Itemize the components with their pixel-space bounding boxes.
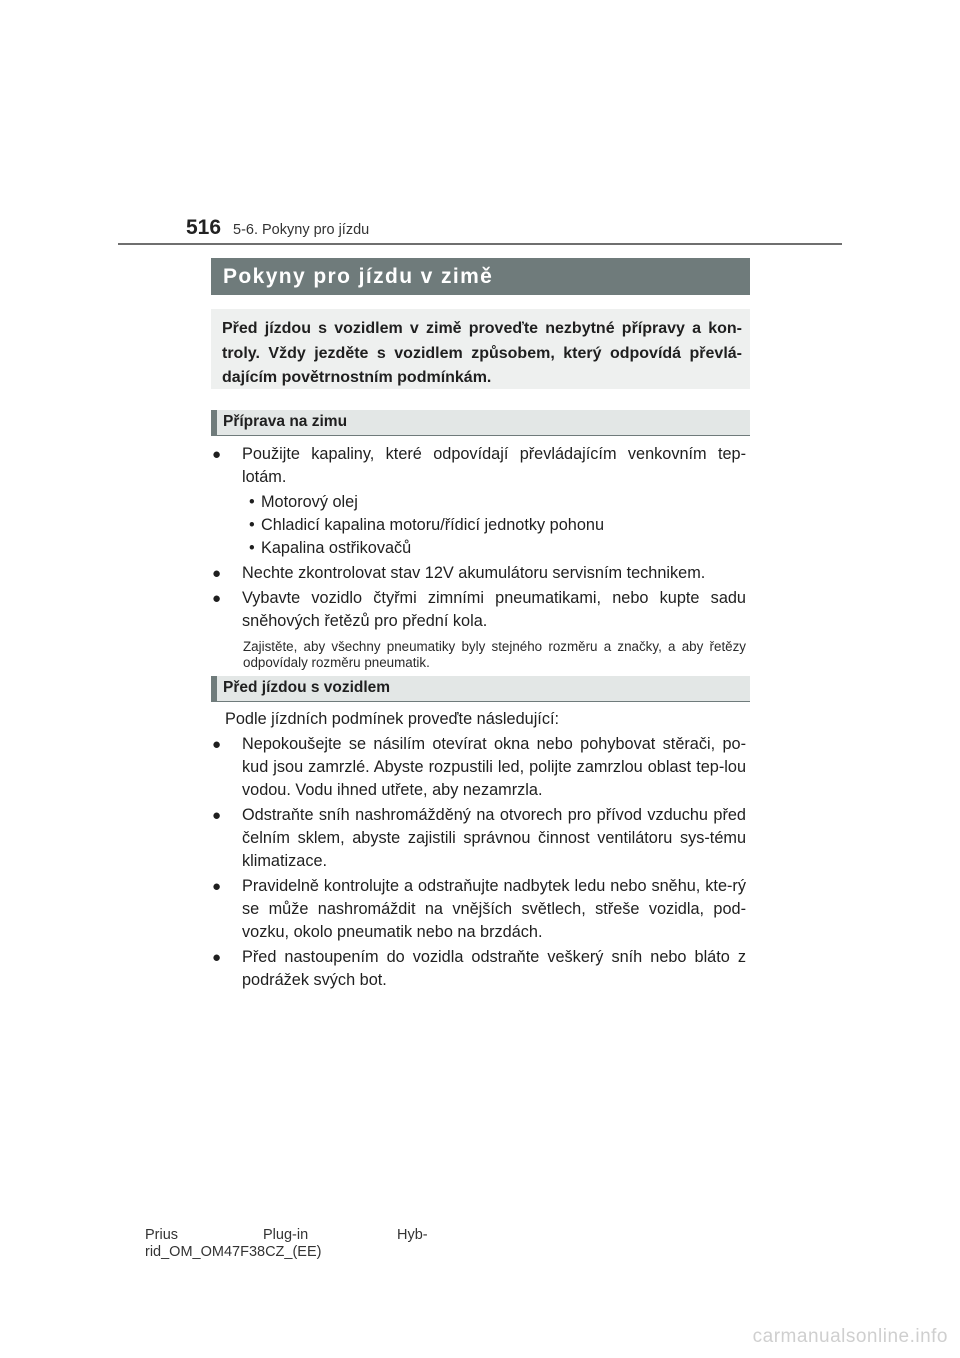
subheading-marker — [211, 676, 217, 701]
list-item — [211, 875, 746, 944]
list-item-text: Nepokoušejte se násilím otevírat okna nebo pohybovat stěrači, po-kud jsou zamrzlé. Abyste rozpustili led, polijte zamrzlou oblast tep-lou vodou. Vodu ihned utřete, aby nezamrzla. — [242, 735, 746, 799]
footer-variant: Plug-in — [263, 1227, 309, 1243]
header-rule — [118, 243, 842, 245]
sub-bullet-icon: • — [249, 539, 255, 557]
subheading-text: Příprava na zimu — [223, 413, 348, 430]
section-before-driving-body — [211, 708, 746, 994]
sub-bullet-icon: • — [249, 516, 255, 534]
list-item — [211, 443, 746, 489]
sub-list-item — [249, 537, 746, 560]
sub-bullet-icon: • — [249, 493, 255, 511]
list-item-text: Použijte kapaliny, které odpovídají převládajícím venkovním tep-lotám. — [242, 445, 746, 486]
bullet-icon: ● — [212, 807, 222, 824]
bullet-icon: ● — [212, 565, 222, 582]
sub-list-item — [249, 491, 746, 514]
section-label: 5-6. Pokyny pro jízdu — [233, 222, 370, 238]
footer-model: Prius — [145, 1227, 179, 1243]
page-number: 516 — [186, 216, 222, 239]
sub-list-item-text: Chladicí kapalina motoru/řídicí jednotky pohonu — [261, 516, 605, 534]
list-item — [211, 733, 746, 802]
list-item-text: Pravidelně kontrolujte a odstraňujte nadbytek ledu nebo sněhu, kte-rý se může nashromáždit na vnějších světlech, střeše vozidla, pod-vozku, okolo pneumatik nebo na brzdách. — [242, 877, 746, 941]
bullet-icon: ● — [212, 878, 222, 895]
footer-line-2: rid_OM_OM47F38CZ_(EE) — [145, 1244, 322, 1260]
sub-list-item-text: Motorový olej — [261, 493, 358, 511]
watermark: carmanualsonline.info — [752, 1326, 948, 1347]
footer-line-1 — [145, 1227, 428, 1244]
list-item-text: Vybavte vozidlo čtyřmi zimními pneumatikami, nebo kupte sadu sněhových řetězů pro přední kola. — [242, 589, 746, 630]
list-item-text: Odstraňte sníh nashromážděný na otvorech pro přívod vzduchu před čelním sklem, abyste zajistili správnou činnost ventilátoru sys-tému klimatizace. — [242, 806, 746, 870]
bullet-icon: ● — [212, 736, 222, 753]
sub-list-item — [249, 514, 746, 537]
subheading-text: Před jízdou s vozidlem — [223, 679, 391, 696]
lead-text: Podle jízdních podmínek proveďte následující: — [225, 710, 560, 728]
sub-list-item-text: Kapalina ostřikovačů — [261, 539, 412, 557]
title-bar — [211, 258, 750, 295]
page-title: Pokyny pro jízdu v zimě — [223, 264, 494, 288]
subheading-before-driving — [211, 676, 750, 702]
note-text: Zajistěte, aby všechny pneumatiky byly stejného rozměru a značky, a aby řetězy odpovídaly rozměru pneumatik. — [243, 639, 746, 670]
bullet-icon: ● — [212, 590, 222, 607]
list-item-text: Před nastoupením do vozidla odstraňte veškerý sníh nebo bláto z podrážek svých bot. — [242, 948, 746, 989]
list-item-text: Nechte zkontrolovat stav 12V akumulátoru servisním technikem. — [242, 564, 706, 582]
subheading-winter-prep — [211, 410, 750, 436]
footer — [145, 1227, 428, 1261]
list-item — [211, 587, 746, 633]
intro-text: Před jízdou s vozidlem v zimě proveďte nezbytné přípravy a kon-troly. Vždy jezděte s vozidlem způsobem, který odpovídá převlá-dajícím povětrnostním podmínkám. — [222, 320, 742, 386]
section-winter-prep-body — [211, 443, 746, 671]
list-item — [211, 562, 746, 585]
subheading-marker — [211, 410, 217, 435]
list-item — [211, 804, 746, 873]
bullet-icon: ● — [212, 446, 222, 463]
bullet-icon: ● — [212, 949, 222, 966]
footer-type: Hyb- — [397, 1227, 428, 1243]
intro-box — [211, 309, 750, 389]
list-item — [211, 946, 746, 992]
